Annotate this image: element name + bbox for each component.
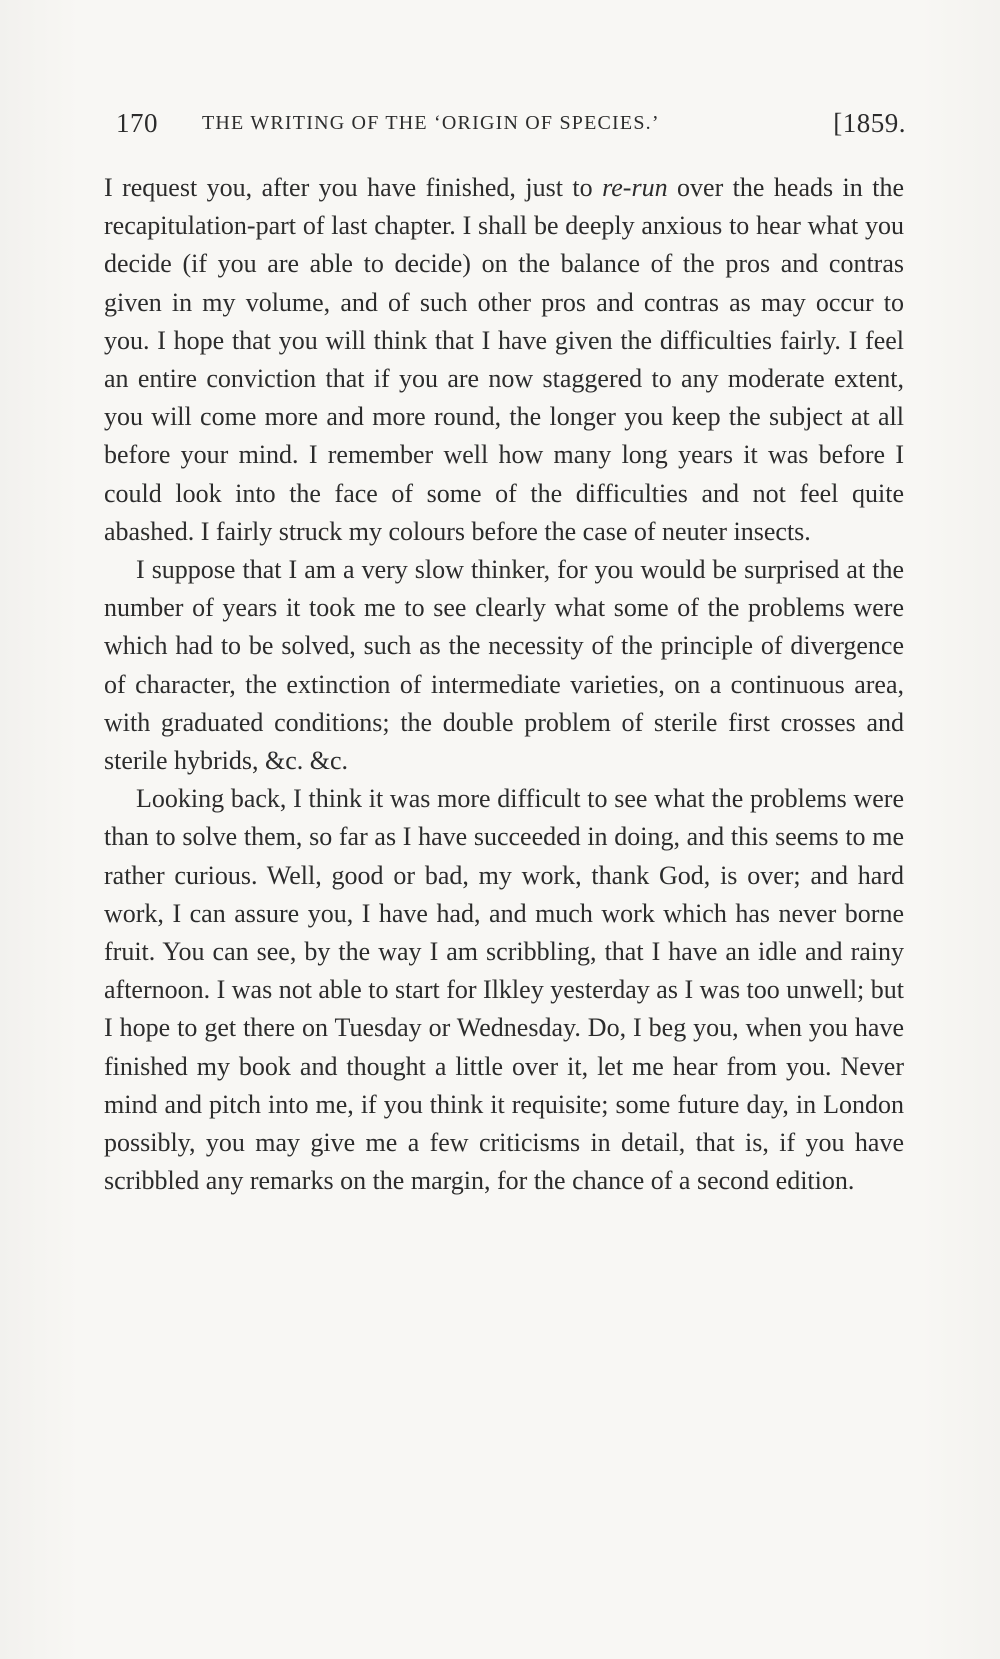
running-year: [1859. [833, 108, 906, 138]
paragraph-3: Looking back, I think it was more difficult to see what the problems were than to solve them, so far as I have succeeded in doing, and this seems to me rather curious. Well, good or bad, my work, thank God, is over; and hard work, I can assure you, I have had, and much work which has never borne fruit. You can see, by the way I am scribbling, that I have an idle and rainy afternoon. I was not able to start for Ilkley yesterday as I was too unwell; but I hope to get there on Tuesday or Wednesday. Do, I beg you, when you have finished my book and thought a little over it, let me hear from you. Never mind and pitch into me, if you think it requisite; some future day, in London possibly, you may give me a few criticisms in detail, that is, if you have scribbled any remarks on the margin, for the chance of a second edition. [104, 784, 904, 1196]
page-number: 170 [116, 108, 158, 138]
running-title: THE WRITING OF THE ‘ORIGIN OF SPECIES.’ [202, 112, 660, 134]
italic-word: re-run [602, 173, 668, 202]
paragraph-1-start: I request you, after you have finished, just to [104, 173, 603, 202]
running-head [116, 108, 906, 148]
paragraph-1-rest: over the heads in the recapitulation-part of last chapter. I shall be deeply anxious to hear what you decide (if you are able to decide) on the balance of the pros and contras given in my volume, and of such other pros and contras as may occur to you. I hope that you will think that I have given the difficulties fairly. I feel an entire conviction that if you are now staggered to any moderate extent, you will come more and more round, the longer you keep the subject at all before your mind. I remember well how many long years it was before I could look into the face of some of the difficulties and not feel quite abashed. I fairly struck my colours before the case of neuter insects. [104, 173, 904, 546]
paragraph-1 [104, 169, 904, 551]
paragraph-2: I suppose that I am a very slow thinker, for you would be surprised at the number of years it took me to see clearly what some of the problems were which had to be solved, such as the necessity of the principle of divergence of character, the extinction of intermediate varieties, on a continuous area, with graduated conditions; the double problem of sterile first crosses and sterile hybrids, &c. &c. [104, 555, 904, 776]
body-text [104, 169, 904, 1200]
